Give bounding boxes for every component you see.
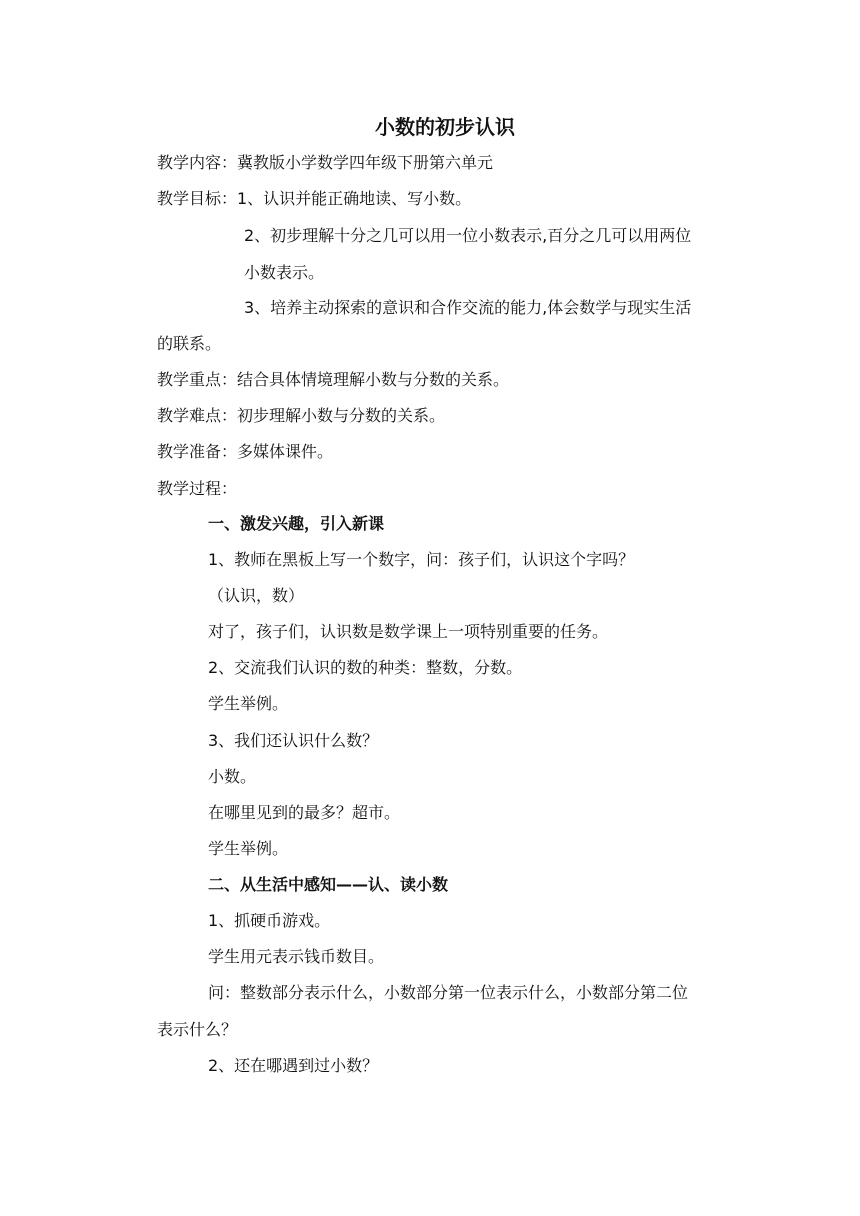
section2-paragraph-3b: 表示什么？	[157, 1020, 238, 1039]
section1-paragraph-5: 学生举例。	[208, 694, 289, 713]
teaching-goals-line-2b: 小数表示。	[244, 263, 325, 282]
document-title: 小数的初步认识	[375, 115, 515, 139]
teaching-key-point: 教学重点：结合具体情境理解小数与分数的关系。	[157, 370, 510, 389]
section1-paragraph-4: 2、交流我们认识的数的种类：整数，分数。	[208, 658, 523, 677]
section1-paragraph-1: 1、教师在黑板上写一个数字，问：孩子们，认识这个字吗？	[208, 550, 635, 569]
teaching-process-label: 教学过程：	[157, 479, 238, 498]
section2-paragraph-2: 学生用元表示钱币数目。	[208, 947, 385, 966]
section2-paragraph-4: 2、还在哪遇到过小数？	[208, 1056, 379, 1075]
section2-paragraph-1: 1、抓硬币游戏。	[208, 911, 331, 930]
section-heading-1: 一、激发兴趣，引入新课	[208, 514, 385, 533]
section-heading-2: 二、从生活中感知——认、读小数	[208, 875, 449, 894]
teaching-goals-line-2a: 2、初步理解十分之几可以用一位小数表示,百分之几可以用两位	[244, 226, 692, 245]
section1-paragraph-3: 对了，孩子们，认识数是数学课上一项特别重要的任务。	[208, 622, 609, 641]
section2-paragraph-3a: 问：整数部分表示什么，小数部分第一位表示什么，小数部分第二位	[208, 983, 689, 1002]
section1-paragraph-6: 3、我们还认识什么数？	[208, 731, 379, 750]
teaching-preparation: 教学准备：多媒体课件。	[157, 442, 334, 461]
teaching-goals-line-1: 教学目标：1、认识并能正确地读、写小数。	[157, 189, 472, 208]
section1-paragraph-7: 小数。	[208, 767, 257, 786]
section1-paragraph-2: （认识，数）	[208, 586, 305, 605]
section1-paragraph-9: 学生举例。	[208, 839, 289, 858]
teaching-content: 教学内容：冀教版小学数学四年级下册第六单元	[157, 153, 494, 172]
teaching-goals-line-3b: 的联系。	[157, 334, 222, 353]
teaching-goals-line-3a: 3、培养主动探索的意识和合作交流的能力,体会数学与现实生活	[244, 298, 692, 317]
section1-paragraph-8: 在哪里见到的最多？超市。	[208, 803, 401, 822]
teaching-difficulty: 教学难点：初步理解小数与分数的关系。	[157, 406, 446, 425]
